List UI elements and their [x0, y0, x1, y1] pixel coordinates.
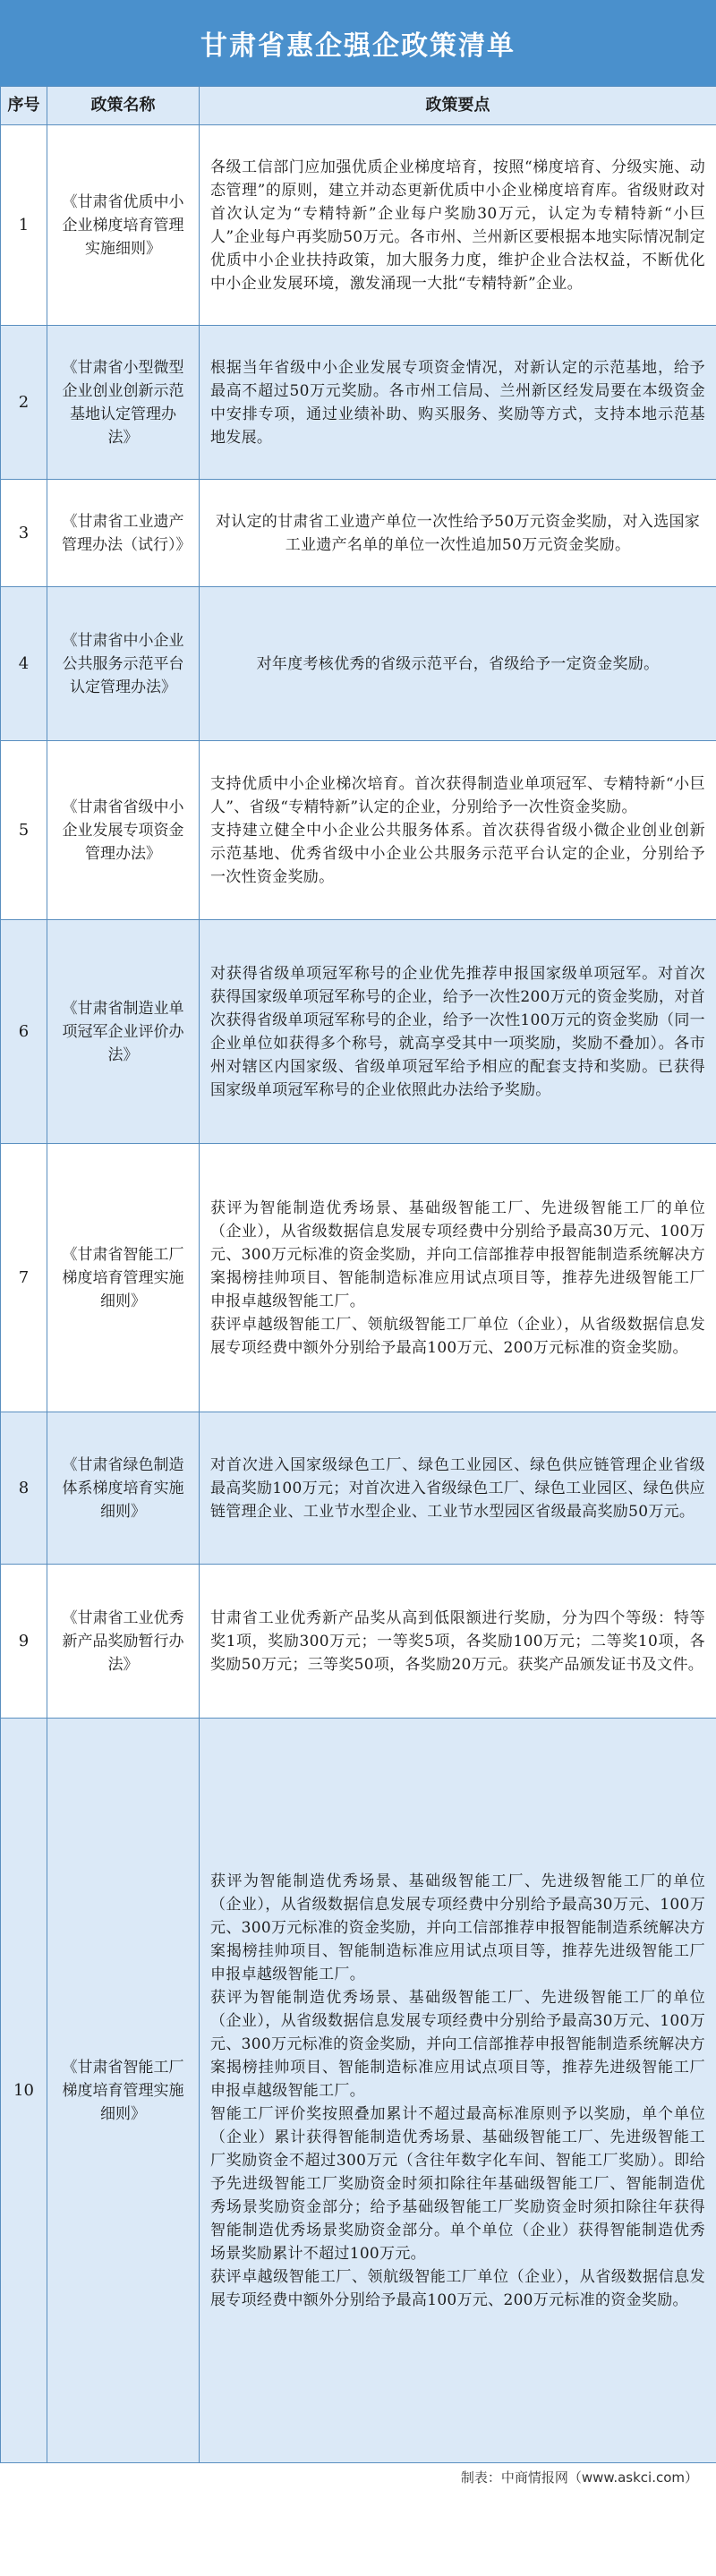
policy-point: 获评卓越级智能工厂、领航级智能工厂单位（企业），从省级数据信息发展专项经费中额外分别给予最高100万元、200万元标准的资金奖励。 — [210, 2267, 705, 2309]
row-index: 10 — [1, 1719, 47, 2463]
policy-name: 《甘肃省工业遗产管理办法（试行）》 — [47, 480, 200, 587]
policy-point: 支持建立健全中小企业公共服务体系。首次获得省级小微企业创业创新示范基地、优秀省级中小企业公共服务示范平台认定的企业，分别给予一次性资金奖励。 — [210, 821, 705, 886]
table-row — [1, 1565, 716, 1719]
policy-point: 获评卓越级智能工厂、领航级智能工厂单位（企业），从省级数据信息发展专项经费中额外分别给予最高100万元、200万元标准的资金奖励。 — [210, 1315, 705, 1357]
policy-point: 智能工厂评价奖按照叠加累计不超过最高标准原则予以奖励，单个单位（企业）累计获得智能制造优秀场景、基础级智能工厂、先进级智能工厂奖励资金不超过300万元（含往年数字化车间、智能工厂奖励）。即给予先进级智能工厂奖励资金时须扣除往年基础级智能工厂、智能制造优秀场景奖励资金部分；给予基础级智能工厂奖励资金时须扣除往年获得智能制造优秀场景奖励资金部分。单个单位（企业）获得智能制造优秀场景奖励累计不超过100万元。 — [210, 2104, 705, 2263]
policy-name: 《甘肃省智能工厂梯度培育管理实施细则》 — [47, 1144, 200, 1412]
policy-point: 对首次进入国家级绿色工厂、绿色工业园区、绿色供应链管理企业省级最高奖励100万元；对首次进入省级绿色工厂、绿色工业园区、绿色供应链管理企业、工业节水型企业、工业节水型园区省级最高奖励50万元。 — [210, 1455, 705, 1521]
source-footer: 制表：中商情报网（www.askci.com） — [460, 2469, 698, 2486]
header-policy-name: 政策名称 — [47, 87, 200, 125]
policy-point: 甘肃省工业优秀新产品奖从高到低限额进行奖励，分为四个等级：特等奖1项，奖励300万元；一等奖5项，各奖励100万元；二等奖10项，各奖励50万元；三等奖50项，各奖励20万元。获奖产品颁发证书及文件。 — [210, 1608, 705, 1674]
policy-name: 《甘肃省工业优秀新产品奖励暂行办法》 — [47, 1565, 200, 1719]
policy-point: 对年度考核优秀的省级示范平台，省级给予一定资金奖励。 — [256, 654, 660, 673]
policy-points — [200, 480, 716, 587]
policy-points — [200, 1144, 716, 1412]
policy-points — [200, 125, 716, 326]
row-index: 6 — [1, 920, 47, 1144]
policy-point: 获评为智能制造优秀场景、基础级智能工厂、先进级智能工厂的单位（企业），从省级数据信息发展专项经费中分别给予最高30万元、100万元、300万元标准的资金奖励，并向工信部推荐申报智能制造系统解决方案揭榜挂帅项目、智能制造标准应用试点项目等，推荐先进级智能工厂申报卓越级智能工厂。 — [210, 1872, 705, 1983]
policy-point: 支持优质中小企业梯次培育。首次获得制造业单项冠军、专精特新“小巨人”、省级“专精特新”认定的企业，分别给予一次性资金奖励。 — [210, 774, 705, 816]
policy-points — [200, 1719, 716, 2463]
table-row — [1, 125, 716, 326]
policy-point: 对认定的甘肃省工业遗产单位一次性给予50万元资金奖励，对入选国家工业遗产名单的单位一次性追加50万元资金奖励。 — [215, 512, 701, 554]
row-index: 3 — [1, 480, 47, 587]
policy-points — [200, 587, 716, 741]
table-row — [1, 1719, 716, 2463]
policy-points — [200, 1412, 716, 1565]
policy-point: 根据当年省级中小企业发展专项资金情况，对新认定的示范基地，给予最高不超过50万元奖励。各市州工信局、兰州新区经发局要在本级资金中安排专项，通过业绩补助、购买服务、奖励等方式，支持本地示范基地发展。 — [210, 358, 705, 447]
row-index: 2 — [1, 326, 47, 480]
policy-point: 获评为智能制造优秀场景、基础级智能工厂、先进级智能工厂的单位（企业），从省级数据信息发展专项经费中分别给予最高30万元、100万元、300万元标准的资金奖励，并向工信部推荐申报智能制造系统解决方案揭榜挂帅项目、智能制造标准应用试点项目等，推荐先进级智能工厂申报卓越级智能工厂。 — [210, 1198, 705, 1310]
table-header-row — [1, 87, 716, 125]
policy-name: 《甘肃省优质中小企业梯度培育管理实施细则》 — [47, 125, 200, 326]
table-row — [1, 1412, 716, 1565]
row-index: 9 — [1, 1565, 47, 1719]
policy-points — [200, 326, 716, 480]
table-row — [1, 920, 716, 1144]
policy-points — [200, 920, 716, 1144]
table-row — [1, 587, 716, 741]
policy-point: 各级工信部门应加强优质企业梯度培育，按照“梯度培育、分级实施、动态管理”的原则，建立并动态更新优质中小企业梯度培育库。省级财政对首次认定为“专精特新”企业每户奖励30万元，认定为专精特新“小巨人”企业每户再奖励50万元。各市州、兰州新区要根据本地实际情况制定优质中小企业扶持政策，加大服务力度，维护企业合法权益，不断优化中小企业发展环境，激发涌现一大批“专精特新”企业。 — [210, 158, 705, 293]
table-row — [1, 741, 716, 920]
policy-name: 《甘肃省小型微型企业创业创新示范基地认定管理办法》 — [47, 326, 200, 480]
row-index: 7 — [1, 1144, 47, 1412]
header-index: 序号 — [1, 87, 47, 125]
policy-name: 《甘肃省中小企业公共服务示范平台认定管理办法》 — [47, 587, 200, 741]
policy-point: 对获得省级单项冠军称号的企业优先推荐申报国家级单项冠军。对首次获得国家级单项冠军称号的企业，给予一次性200万元的资金奖励，对首次获得省级单项冠军称号的企业，给予一次性100万元的资金奖励（同一企业单位如获得多个称号，就高享受其中一项奖励，奖励不叠加）。各市州对辖区内国家级、省级单项冠军给予相应的配套支持和奖励。已获得国家级单项冠军称号的企业依照此办法给予奖励。 — [210, 964, 705, 1099]
table-row — [1, 1144, 716, 1412]
row-index: 4 — [1, 587, 47, 741]
policy-point: 获评为智能制造优秀场景、基础级智能工厂、先进级智能工厂的单位（企业），从省级数据信息发展专项经费中分别给予最高30万元、100万元、300万元标准的资金奖励，并向工信部推荐申报智能制造系统解决方案揭榜挂帅项目、智能制造标准应用试点项目等，推荐先进级智能工厂申报卓越级智能工厂。 — [210, 1988, 705, 2100]
header-policy-points: 政策要点 — [200, 87, 716, 125]
page-title: 甘肃省惠企强企政策清单 — [0, 0, 716, 86]
row-index: 8 — [1, 1412, 47, 1565]
policy-name: 《甘肃省智能工厂梯度培育管理实施细则》 — [47, 1719, 200, 2463]
table-row — [1, 326, 716, 480]
policy-name: 《甘肃省绿色制造体系梯度培育实施细则》 — [47, 1412, 200, 1565]
policy-name: 《甘肃省制造业单项冠军企业评价办法》 — [47, 920, 200, 1144]
policy-name: 《甘肃省省级中小企业发展专项资金管理办法》 — [47, 741, 200, 920]
policy-table — [0, 86, 716, 2463]
policy-points — [200, 741, 716, 920]
row-index: 5 — [1, 741, 47, 920]
policy-points — [200, 1565, 716, 1719]
table-row — [1, 480, 716, 587]
row-index: 1 — [1, 125, 47, 326]
